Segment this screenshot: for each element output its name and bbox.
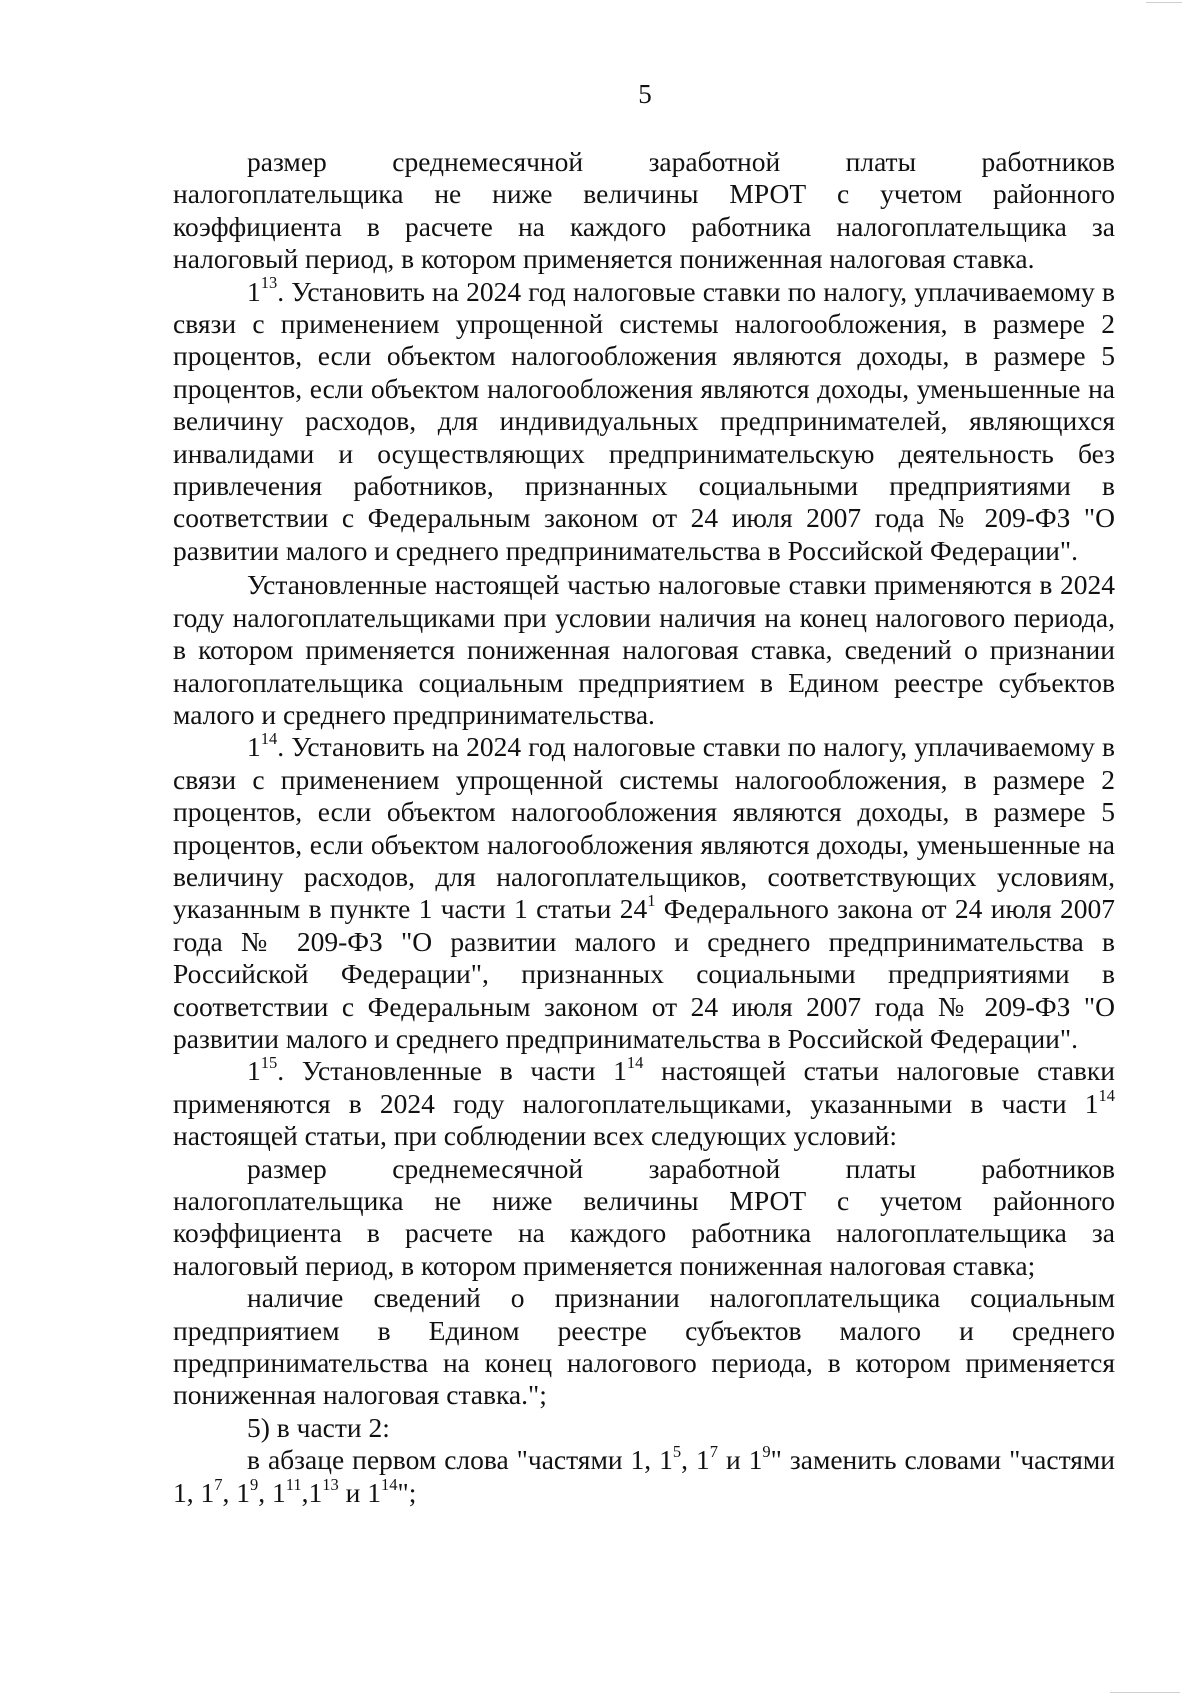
superscript-index: 14 [626,1053,644,1073]
paragraph-first-indent-replace: в абзаце первом слова "частями 1, $1^5$, $1^7$ и $1^9$" заменить словами "частями 1, $1^7$, $1^9$, $1^{11},1^{13}$ и $1^{14}$"; [173,1442,1116,1508]
paragraph-registry-condition: наличие сведений о признании налогоплательщика социальным предприятием в Едином реестре субъектов малого и среднего предпринимательства на конец налогового периода, в котором применяется пониженная налоговая ставка."; [173,1282,1115,1411]
paragraph-1-15: $1^{15}$. Установленные в части $1^{14}$ настоящей статьи налоговые ставки применяются в 2024 году налогоплательщиками, указанными в части $1^{14}$ настоящей статьи, при соблюдении всех следующих условий: [173,1053,1115,1152]
superscript-index: 1 [647,891,656,911]
paragraph-item-5: 5) в части 2: [247,1411,390,1443]
superscript-index: 14 [1098,1085,1115,1105]
paragraph-1-14: $1^{14}$. Установить на 2024 год налоговые ставки по налогу, уплачиваемому в связи с применением упрощенной системы налогообложения, в размере 2 процентов, если объектом налогообложения являются доходы, в размере 5 процентов, если объектом налогообложения являются доходы, уменьшенные на величину расходов, для налогоплательщиков, соответствующих условиям, указанным в пункте 1 части 1 статьи $24^1$ Федерального закона от 24 июля 2007 года № 209-ФЗ "О развитии малого и среднего предпринимательства в Российской Федерации", признанных социальными предприятиями в соответствии с Федеральным законом от 24 июля 2007 года № 209-ФЗ "О развитии малого и среднего предпринимательства в Российской Федерации". [173,729,1115,1054]
page-number: 5 [638,79,652,109]
superscript-index: 14 [260,729,278,749]
superscript-index: 5 [672,1442,682,1462]
paragraph-rates-application: Установленные настоящей частью налоговые ставки применяются в 2024 году налогоплательщиками при условии наличия на конец налогового периода, в котором применяется пониженная налоговая ставка, сведений о признании налогоплательщика социальным предприятием в Едином реестре субъектов малого и среднего предпринимательства. [173,569,1115,730]
superscript-index: 9 [250,1474,259,1494]
superscript-index: 13 [260,273,278,293]
scan-artifact-top [1146,2,1182,3]
superscript-index: 15 [260,1053,278,1073]
paragraph-salary-condition-1: размер среднемесячной заработной платы работников налогоплательщика не ниже величины МРОТ с учетом районного коэффициента в расчете на каждого работника налогоплательщика за налоговый период, в котором применяется пониженная налоговая ставка. [173,146,1115,275]
document-body [173,146,1115,1509]
paragraph-salary-condition-2: размер среднемесячной заработной платы работников налогоплательщика не ниже величины МРОТ с учетом районного коэффициента в расчете на каждого работника налогоплательщика за налоговый период, в котором применяется пониженная налоговая ставка; [173,1152,1115,1281]
superscript-index: 7 [214,1474,223,1494]
superscript-index: 14 [380,1474,398,1494]
superscript-index: 9 [762,1442,771,1462]
superscript-index: 7 [709,1442,718,1462]
superscript-index: 11 [285,1474,302,1494]
superscript-index: 13 [322,1474,339,1494]
scan-artifact-bottom [1110,1692,1180,1693]
paragraph-1-13: $1^{13}$. Установить на 2024 год налоговые ставки по налогу, уплачиваемому в связи с применением упрощенной системы налогообложения, в размере 2 процентов, если объектом налогообложения являются доходы, в размере 5 процентов, если объектом налогообложения являются доходы, уменьшенные на величину расходов, для индивидуальных предпринимателей, являющихся инвалидами и осуществляющих предпринимательскую деятельность без привлечения работников, признанных социальными предприятиями в соответствии с Федеральным законом от 24 июля 2007 года № 209-ФЗ "О развитии малого и среднего предпринимательства в Российской Федерации". [173,273,1115,566]
